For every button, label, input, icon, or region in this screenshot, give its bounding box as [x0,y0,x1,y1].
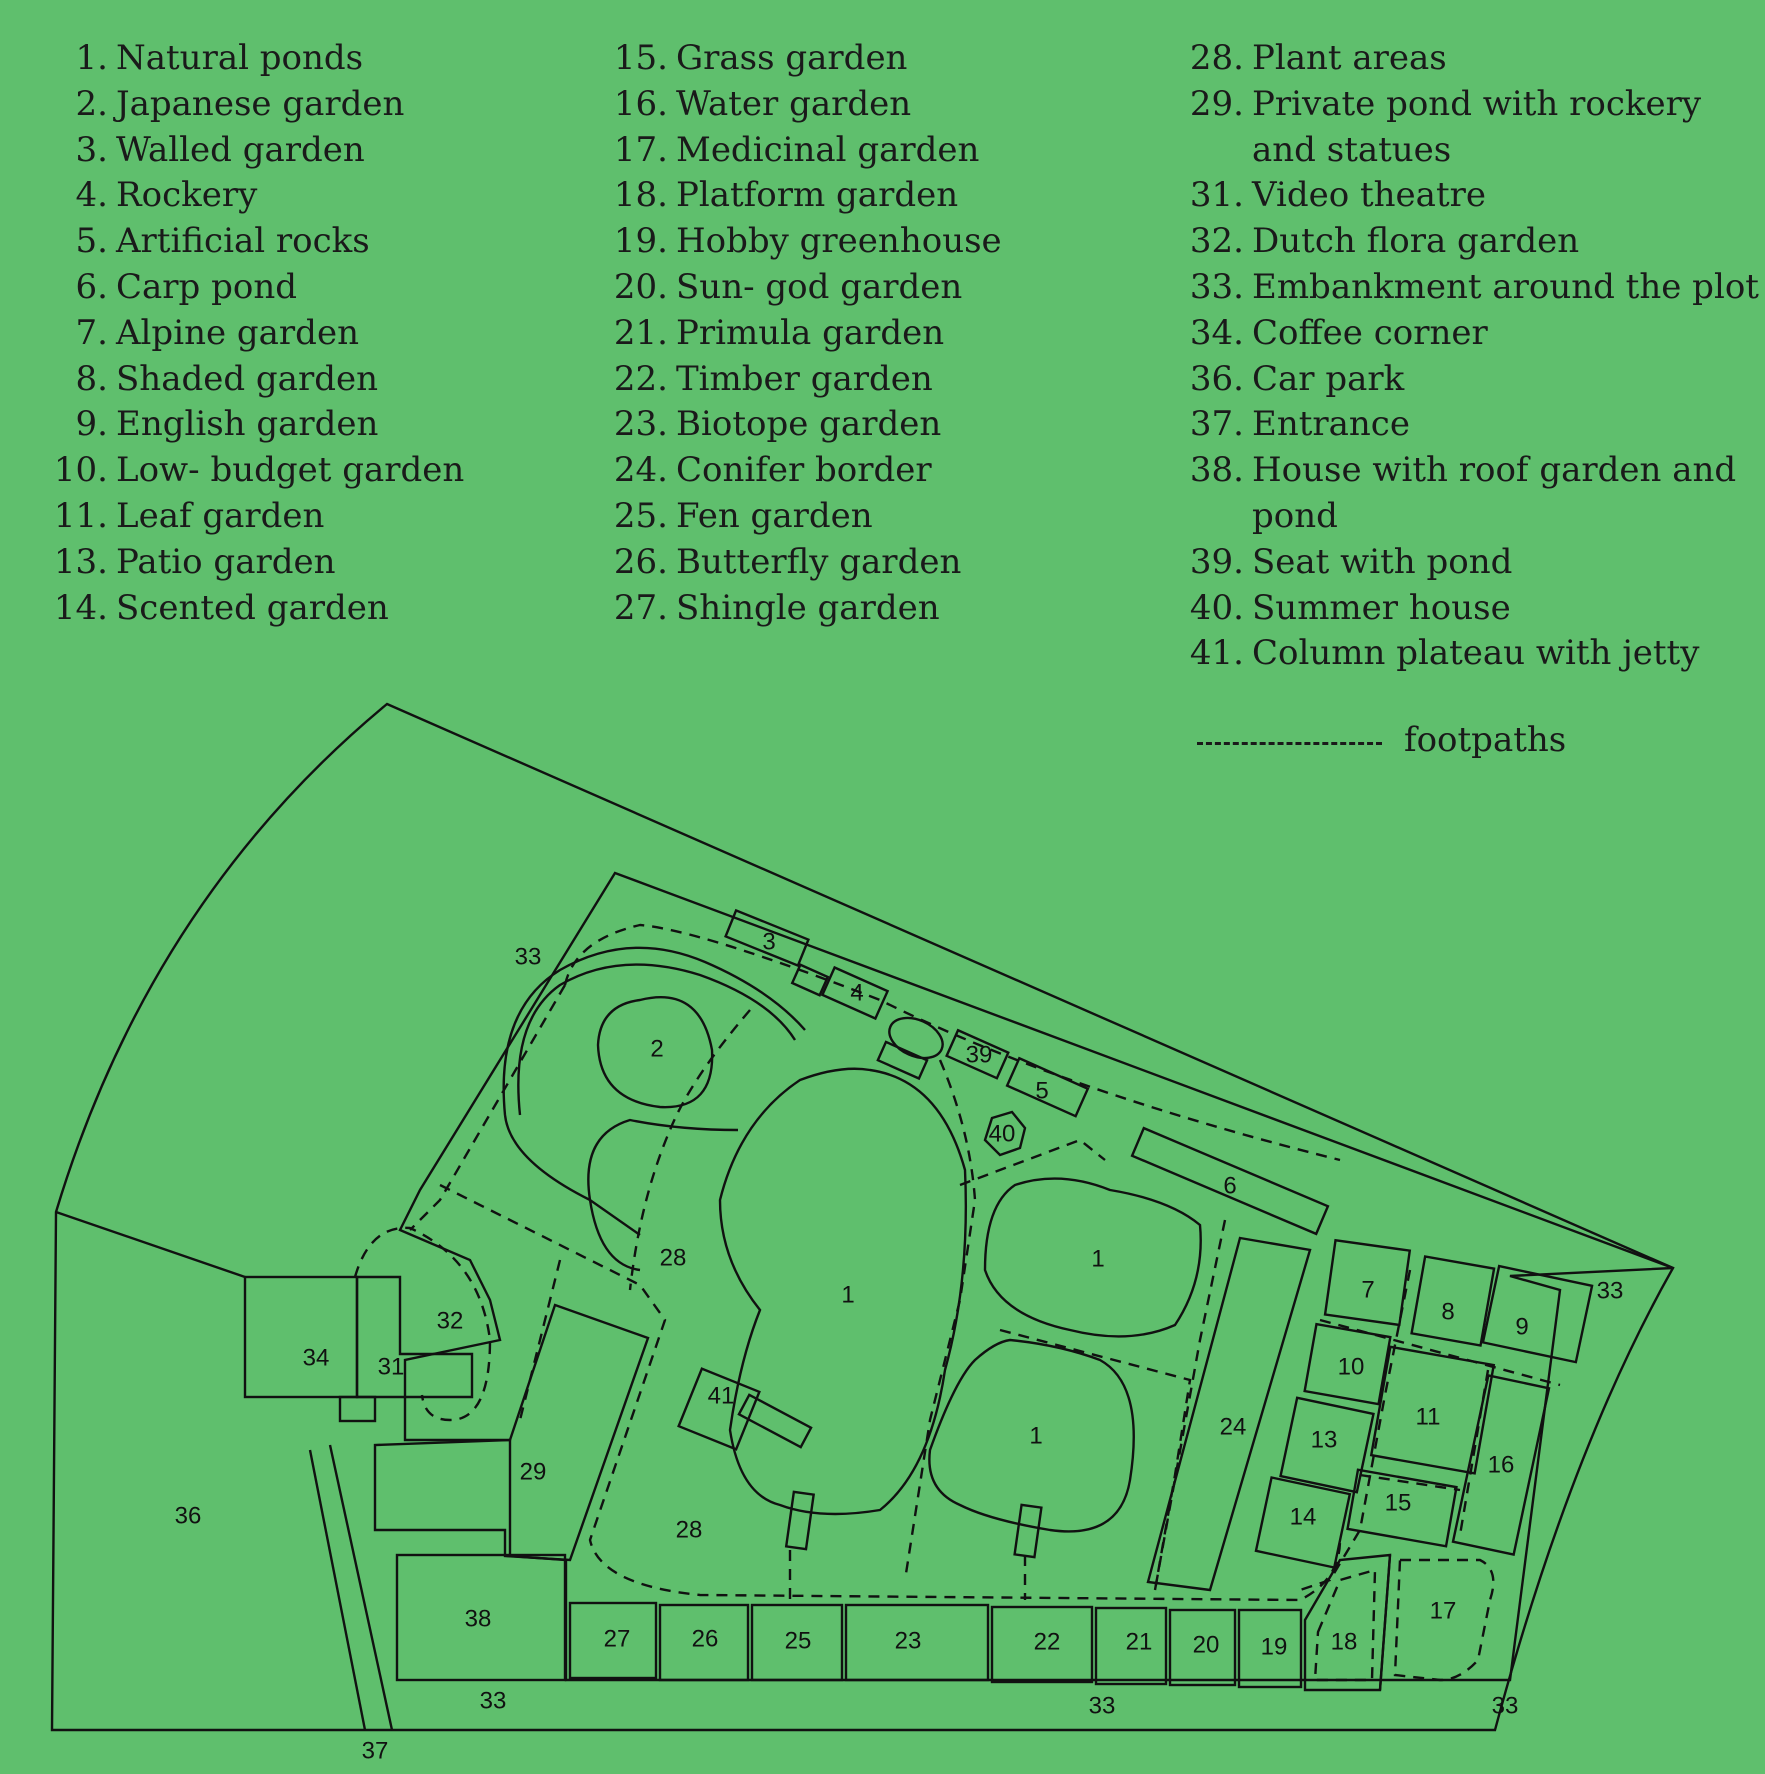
label-31: 31 [377,1353,405,1381]
garden-boundary [400,873,1673,1680]
label-15: 15 [1384,1489,1412,1517]
legend-item-label: Alpine garden [116,312,359,353]
label-39: 39 [965,1041,993,1069]
legend-item-number: 4. [75,175,108,216]
legend-item-number: 34. [1189,312,1244,353]
label-9: 9 [1515,1313,1529,1341]
path-32 [355,1228,490,1420]
plot-boundary [52,704,1673,1730]
label-29: 29 [519,1458,547,1486]
label-33: 33 [1491,1692,1519,1720]
legend-item-number: 20. [613,266,668,307]
legend-item-label: House with roof garden and [1252,450,1737,491]
label-1: 1 [1029,1422,1043,1450]
legend-item-number: 16. [613,83,668,124]
legend-item-number: 3. [75,129,108,170]
label-26: 26 [691,1625,719,1653]
label-23: 23 [894,1627,922,1655]
legend-item-label: Column plateau with jetty [1252,633,1700,674]
label-14: 14 [1289,1503,1317,1531]
legend-item-number: 27. [613,587,668,628]
legend-item-number: 36. [1189,358,1244,399]
footpath-40 [960,1140,1105,1185]
legend-item-label: Primula garden [676,312,945,353]
legend-item-label: Car park [1252,358,1405,399]
legend-item-continuation: pond [1252,495,1338,536]
legend-item-label: Summer house [1252,587,1511,628]
legend-item-number: 41. [1189,633,1244,674]
legend-item-label: Shaded garden [116,358,378,399]
legend-item-number: 14. [53,587,108,628]
legend-item-number: 32. [1189,221,1244,262]
area-18 [1305,1555,1390,1690]
legend-item-number: 39. [1189,541,1244,582]
legend-item-label: Shingle garden [676,587,940,628]
label-5: 5 [1035,1077,1049,1105]
pond-39 [883,1010,949,1066]
area-9 [1483,1266,1592,1362]
jetty-south-west [786,1492,813,1549]
footpath-29 [520,1260,560,1420]
area-34 [245,1277,357,1397]
legend-item-label: Water garden [676,83,912,124]
legend-item-label: Japanese garden [116,83,405,124]
legend-item-label: Dutch flora garden [1252,221,1580,262]
label-21: 21 [1125,1628,1153,1656]
label-20: 20 [1192,1631,1220,1659]
footpath-middle [905,1060,975,1580]
label-8: 8 [1441,1298,1455,1326]
legend-item-label: Natural ponds [116,38,364,78]
legend-item-label: Video theatre [1252,175,1486,216]
legend-item-number: 33. [1189,266,1244,307]
jetty-south-east [1015,1505,1042,1557]
footpath-west [410,985,565,1230]
footpath-east [1000,1330,1190,1590]
legend-item-label: Butterfly garden [676,541,962,582]
divider-17 [1380,1555,1390,1690]
legend-item-label: Leaf garden [116,495,325,536]
outer-edge-2 [504,948,805,1115]
legend-item-number: 40. [1189,587,1244,628]
entrance-lane-right [330,1445,392,1730]
legend-item-label: Rockery [116,175,258,216]
label-6: 6 [1223,1172,1237,1200]
label-4: 4 [850,979,864,1007]
legend-item-number: 5. [75,221,108,262]
legend-item-number: 24. [613,450,668,491]
footpath-loop [440,1185,1340,1600]
legend-item-number: 28. [1189,38,1244,78]
footpath-16 [1460,1370,1488,1535]
label-24: 24 [1219,1413,1247,1441]
label-41: 41 [707,1382,735,1410]
legend-item-label: Conifer border [676,450,932,491]
legend-item-number: 15. [613,38,668,78]
footpath-28 [630,1010,750,1290]
legend-item-label: Fen garden [676,495,873,536]
label-33: 33 [514,943,542,971]
label-40: 40 [988,1120,1016,1148]
car-park-boundary [56,1212,245,1277]
label-37: 37 [361,1737,389,1765]
legend-item-number: 11. [53,495,108,536]
legend-item-continuation: and statues [1252,129,1452,170]
legend-item-number: 23. [613,404,668,445]
label-32: 32 [436,1307,464,1335]
legend-item-number: 21. [613,312,668,353]
label-1: 1 [1091,1245,1105,1273]
label-10: 10 [1337,1353,1365,1381]
legend-item-label: Private pond with rockery [1252,83,1702,124]
legend-item-number: 18. [613,175,668,216]
legend-item-number: 17. [613,129,668,170]
legend-item-label: Platform garden [676,175,959,216]
legend-item-label: Biotope garden [676,404,942,445]
label-3: 3 [762,928,776,956]
legend-item-label: Entrance [1252,404,1410,445]
footpath-15 [1360,1475,1460,1490]
legend-item-number: 37. [1189,404,1244,445]
legend-item-number: 29. [1189,83,1244,124]
legend-item-number: 19. [613,221,668,262]
legend-item-label: Grass garden [676,38,908,78]
legend-item-label: Coffee corner [1252,312,1488,353]
legend-item-number: 25. [613,495,668,536]
legend-item-number: 38. [1189,450,1244,491]
legend-item-label: Low- budget garden [116,450,465,491]
legend-item-label: Medicinal garden [676,129,980,170]
label-38: 38 [464,1605,492,1633]
label-33: 33 [1088,1692,1116,1720]
label-18: 18 [1330,1628,1358,1656]
label-34: 34 [302,1344,330,1372]
label-7: 7 [1361,1276,1375,1304]
jetty-41 [739,1395,811,1447]
label-36: 36 [174,1502,202,1530]
legend-item-number: 2. [75,83,108,124]
legend-item-number: 9. [75,404,108,445]
legend-item-number: 13. [53,541,108,582]
legend-item-label: English garden [116,404,379,445]
label-28: 28 [659,1244,687,1272]
legend-item-label: Patio garden [116,541,336,582]
legend-item-label: Embankment around the plot [1252,266,1759,307]
legend-item-label: Artificial rocks [116,221,370,262]
legend-item-label: Walled garden [116,129,365,170]
label-16: 16 [1487,1451,1515,1479]
legend-item-number: 6. [75,266,108,307]
legend-item-number: 22. [613,358,668,399]
label-11: 11 [1415,1403,1441,1431]
legend-item-number: 1. [75,38,108,78]
area-29 [375,1305,648,1560]
video-entrance [340,1397,375,1421]
label-33: 33 [479,1687,507,1715]
footpath-legend-label: footpaths [1404,720,1567,760]
legend-item-label: Hobby greenhouse [676,221,1002,262]
label-1: 1 [841,1281,855,1309]
label-13: 13 [1310,1426,1338,1454]
legend-item-number: 7. [75,312,108,353]
legend-item-number: 8. [75,358,108,399]
entrance-lane-left [310,1450,365,1730]
edge-2-bottom [505,1115,640,1235]
label-19: 19 [1260,1633,1288,1661]
label-33: 33 [1596,1277,1624,1305]
label-27: 27 [603,1625,631,1653]
legend-item-label: Sun- god garden [676,266,963,307]
legend-item-label: Seat with pond [1252,541,1513,582]
area-31 [357,1277,472,1397]
legend-item-label: Scented garden [116,587,389,628]
legend-item-label: Timber garden [676,358,933,399]
label-17: 17 [1429,1597,1457,1625]
label-2: 2 [650,1035,664,1063]
legend-item-number: 10. [53,450,108,491]
area-4b [792,965,828,995]
legend-item-number: 26. [613,541,668,582]
label-22: 22 [1033,1628,1061,1656]
legend-item-number: 31. [1189,175,1244,216]
legend-item-label: Plant areas [1252,38,1447,78]
label-28: 28 [675,1516,703,1544]
legend-item-label: Carp pond [116,266,298,307]
label-25: 25 [784,1627,812,1655]
